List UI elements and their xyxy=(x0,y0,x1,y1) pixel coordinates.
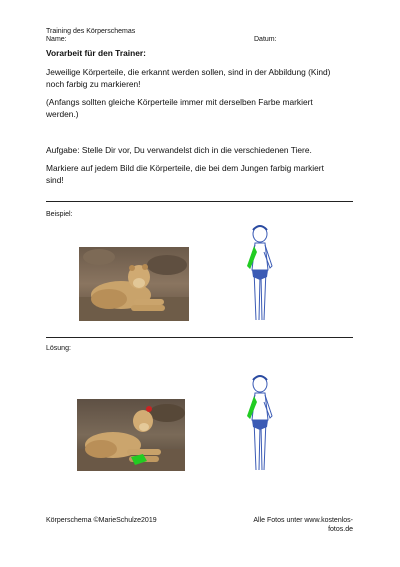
footer-copyright: Körperschema ©MarieSchulze2019 xyxy=(46,517,157,524)
footer-photo-credit: Alle Fotos unter www.kostenlos-fotos.de xyxy=(253,517,353,533)
task-line-2: Markiere auf jedem Bild die Körperteile, die bei dem Jungen farbig markiert xyxy=(46,163,324,173)
example-label: Beispiel: xyxy=(46,211,73,218)
trainer-note-line-2: werden.) xyxy=(46,109,79,119)
solution-label: Lösung: xyxy=(46,345,71,352)
trainer-heading: Vorarbeit für den Trainer: xyxy=(46,48,146,58)
task-line-3: sind! xyxy=(46,175,64,185)
lion-photo-solution xyxy=(77,399,185,471)
child-figure-solution xyxy=(240,372,280,474)
date-label: Datum: xyxy=(254,36,277,43)
lion-photo-example xyxy=(79,247,189,321)
trainer-instruction-line-1: Jeweilige Körperteile, die erkannt werden sollen, sind in der Abbildung (Kind) xyxy=(46,67,331,77)
trainer-instruction-line-2: noch farbig zu markieren! xyxy=(46,79,141,89)
trainer-note-line-1: (Anfangs sollten gleiche Körperteile immer mit derselben Farbe markiert xyxy=(46,97,313,107)
name-label: Name: xyxy=(46,36,67,43)
task-line-1: Aufgabe: Stelle Dir vor, Du verwandelst dich in die verschiedenen Tiere. xyxy=(46,145,312,155)
worksheet-title: Training des Körperschemas xyxy=(46,28,136,35)
divider-1 xyxy=(46,201,353,202)
child-figure-example xyxy=(240,222,280,324)
divider-2 xyxy=(46,337,353,338)
